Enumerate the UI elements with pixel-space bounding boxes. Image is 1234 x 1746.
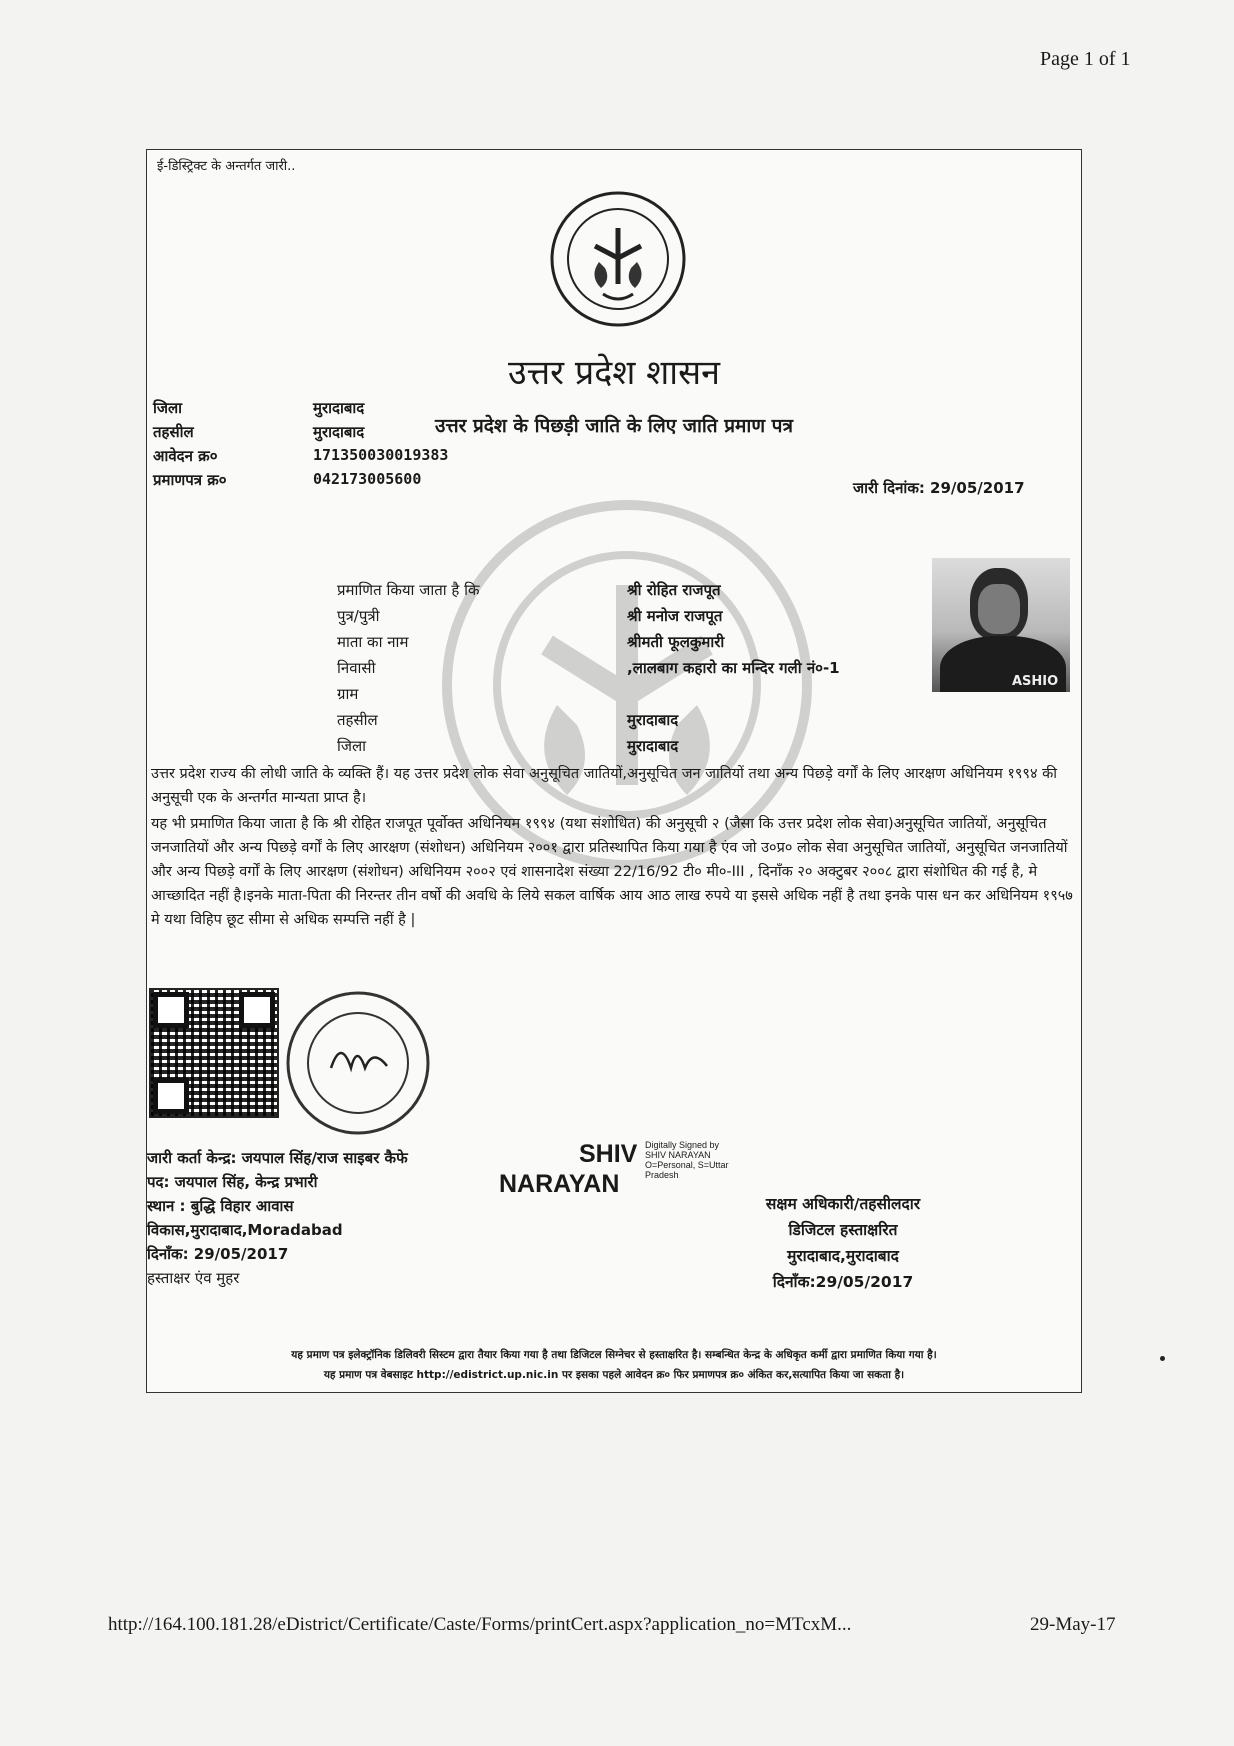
field-value: मुरादाबाद [627,737,679,755]
district-label: जिला [153,399,183,417]
field-label: निवासी [337,659,376,677]
field-label: पुत्र/पुत्री [337,607,380,625]
certificate-title: उत्तर प्रदेश के पिछड़ी जाति के लिए जाति प्रमाण पत्र [435,415,793,437]
field-value: श्री रोहित राजपूत [627,581,721,599]
field-value: श्रीमती फूलकुमारी [627,633,725,651]
officer-designation: सक्षम अधिकारी/तहसीलदार [765,1195,921,1213]
tehsil-value: मुरादाबाद [313,423,365,441]
issuer-sign-label: हस्ताक्षर एंव मुहर [147,1269,240,1287]
qr-code [149,988,279,1118]
tehsil-label: तहसील [153,423,194,441]
field-value: ,लालबाग कहारो का मन्दिर गली नं०-1 [627,659,840,677]
officer-date: दिनाँक:29/05/2017 [772,1273,914,1291]
photo-caption: ASHIO [1012,674,1059,689]
page-number: Page 1 of 1 [1040,48,1131,70]
eligibility-paragraph: यह भी प्रमाणित किया जाता है कि श्री रोहित राजपूत पूर्वोक्त अधिनियम १९९४ (यथा संशोधित) की अनुसूची २ (जैसा कि उत्तर प्रदेश लोक सेवा)अनुसूचित जातियों, अनुसूचित जनजातियों और अन्य पिछड़े वर्गों के लिए आरक्षण (संशोधन) अधिनियम २००१ द्वारा प्रतिस्थापित किया गया है एंव जो उ०प्र० लोक सेवा अनुसूचित जातियों, अनुसूचित जनजातियों और अन्य पिछड़े वर्गों के लिए आरक्षण (संशोधन) अधिनियम २००२ एवं शासनादेश संख्या 22/16/92 टी० मी०-III , दिनाँक २० अक्टुबर २००८ द्वारा संशोधित की गई है, मे आच्छादित नहीं है।इनके माता-पिता की निरन्तर तीन वर्षो की अवधि के लिये सकल वार्षिक आय आठ लाख रुपये या इससे अधिक नहीं है तथा इनके पास धन कर अधिनियम १९५७ मे यथा विहिप छूट सीमा से अधिक सम्पत्ति नहीं है | [151,816,1073,928]
application-no-value: 171350030019383 [313,446,449,464]
officer-location: मुरादाबाद,मुरादाबाद [787,1247,899,1265]
issue-date: जारी दिनांक: 29/05/2017 [853,479,1025,497]
issuer-centre: जारी कर्ता केन्द्र: जयपाल सिंह/राज साइबर कैफे [147,1149,408,1167]
issuer-date: दिनाँक: 29/05/2017 [147,1245,289,1263]
field-label: जिला [337,737,367,755]
issuer-seal-stamp [283,988,433,1138]
field-label: प्रमाणित किया जाता है कि [337,581,480,599]
certificate-no-label: प्रमाणपत्र क्र० [153,471,227,489]
field-value: श्री मनोज राजपूत [627,607,723,625]
up-emblem-icon [547,188,689,330]
speck [1160,1356,1165,1361]
field-label: तहसील [337,711,378,729]
digital-signature-name-line1: SHIV [579,1140,638,1168]
digital-signature-meta: Digitally Signed by SHIV NARAYAN O=Personal, S=Uttar Pradesh [645,1140,729,1180]
field-label: ग्राम [337,685,359,703]
caste-paragraph: उत्तर प्रदेश राज्य की लोधी जाति के व्यक्ति हैं। यह उत्तर प्रदेश लोक सेवा अनुसूचित जातियों,अनुसूचित जन जातियों तथा अन्य पिछड़े वर्गों के लिए आरक्षण अधिनियम १९९४ की अनुसूची एक के अन्तर्गत मान्यता प्राप्त है। [151,766,1058,806]
field-label: माता का नाम [337,633,409,651]
issuer-post: पद: जयपाल सिंह, केन्द्र प्रभारी [147,1173,318,1191]
officer-signature: डिजिटल हस्ताक्षरित [788,1221,898,1239]
digital-signature-name-line2: NARAYAN [499,1170,620,1198]
applicant-photo [932,558,1070,692]
district-value: मुरादाबाद [313,399,365,417]
issuer-locality: विकास,मुरादाबाद,Moradabad [147,1221,343,1239]
application-no-label: आवेदन क्र० [153,447,218,465]
print-date: 29-May-17 [1030,1614,1116,1635]
issuer-place: स्थान : बुद्धि विहार आवास [147,1197,294,1215]
certificate [146,149,1082,1393]
print-url: http://164.100.181.28/eDistrict/Certificate/Caste/Forms/printCert.aspx?application_no=MTcxM... [108,1614,852,1635]
field-value: मुरादाबाद [627,711,679,729]
certificate-no-value: 042173005600 [313,470,422,488]
issued-under-note: ई-डिस्ट्रिक्ट के अन्तर्गत जारी.. [157,159,296,174]
footer-note-2: यह प्रमाण पत्र वेबसाइट http://edistrict.up.nic.in पर इसका पहले आवेदन क्र० फिर प्रमाणपत्र क्र० अंकित कर,सत्यापित किया जा सकता है। [323,1369,905,1381]
government-title: उत्तर प्रदेश शासन [508,353,720,393]
footer-note-1: यह प्रमाण पत्र इलेक्ट्रॉनिक डिलिवरी सिस्टम द्वारा तैयार किया गया है तथा डिजिटल सिग्नेचर से हस्ताक्षरित है। सम्बन्धित केन्द्र के अधिकृत कर्मी द्वारा प्रमाणित किया गया है। [291,1349,937,1361]
